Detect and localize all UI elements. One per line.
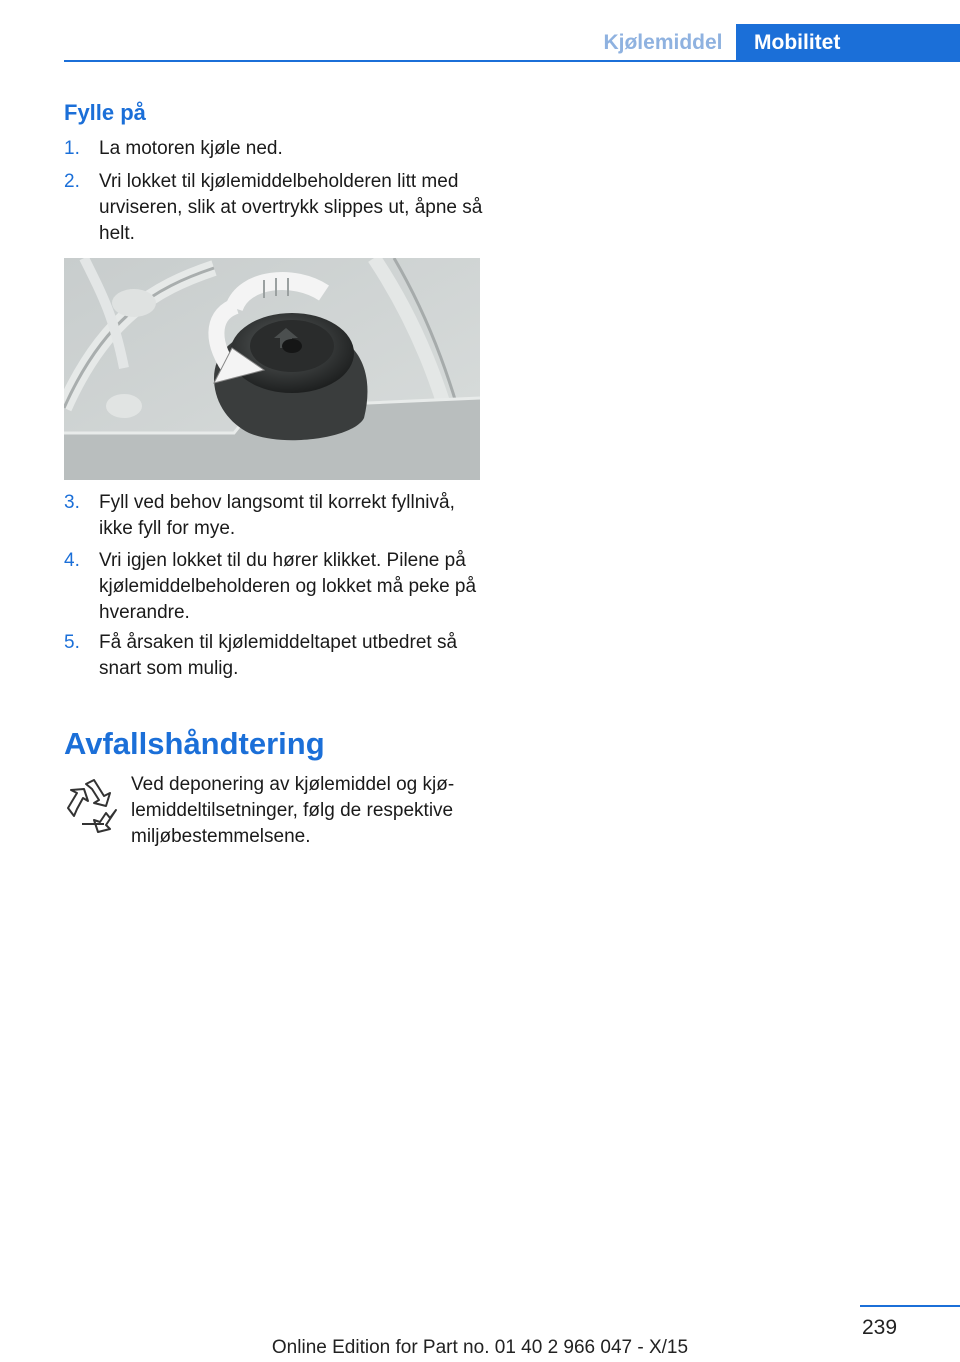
- step-text: La motoren kjøle ned.: [99, 138, 283, 159]
- list-item: [64, 169, 484, 247]
- edition-line: [0, 1337, 960, 1359]
- list-item: [64, 136, 484, 162]
- step-text: Fyll ved behov langsomt til korrekt fyllnivå, ikke fyll for mye.: [99, 492, 455, 539]
- page-number: 239: [862, 1316, 898, 1339]
- header-rule: [64, 60, 960, 62]
- step-number: 4.: [64, 550, 80, 571]
- header-section-tab[interactable]: Kjølemiddel: [603, 31, 723, 54]
- step-number: 1.: [64, 138, 80, 159]
- recycle-icon: [64, 776, 122, 836]
- coolant-cap-illustration: [64, 258, 480, 480]
- eco-note-text: Ved deponering av kjølemiddel og kjø‐lemiddeltilsetninger, følg de respektive miljøbestemmelsene.: [131, 774, 455, 847]
- list-item: [64, 490, 484, 542]
- step-number: 5.: [64, 632, 80, 653]
- edition-text: Online Edition for Part no. 01 40 2 966 047 - X/15: [271, 1337, 689, 1358]
- header-chapter-tab[interactable]: [736, 24, 960, 62]
- step-text: Vri lokket til kjølemiddelbeholderen litt med urviseren, slik at overtrykk slippes ut, åpne så helt.: [99, 171, 483, 244]
- list-item: [64, 548, 484, 626]
- coolant-cap-photo: [64, 258, 480, 480]
- subsection-title: Fylle på: [64, 100, 146, 125]
- footer-rule: [860, 1305, 960, 1307]
- step-number: 3.: [64, 492, 80, 513]
- step-text: Få årsaken til kjølemiddeltapet utbedret så snart som mulig.: [99, 632, 458, 679]
- list-item: [64, 630, 484, 682]
- section-title: Avfallshåndtering: [64, 726, 325, 761]
- step-number: 2.: [64, 171, 80, 192]
- step-text: Vri igjen lokket til du hører klikket. Pilene på kjølemiddelbeholderen og lokket må peke på hverandre.: [99, 550, 477, 623]
- chapter-tab-label: Mobilitet: [754, 31, 841, 54]
